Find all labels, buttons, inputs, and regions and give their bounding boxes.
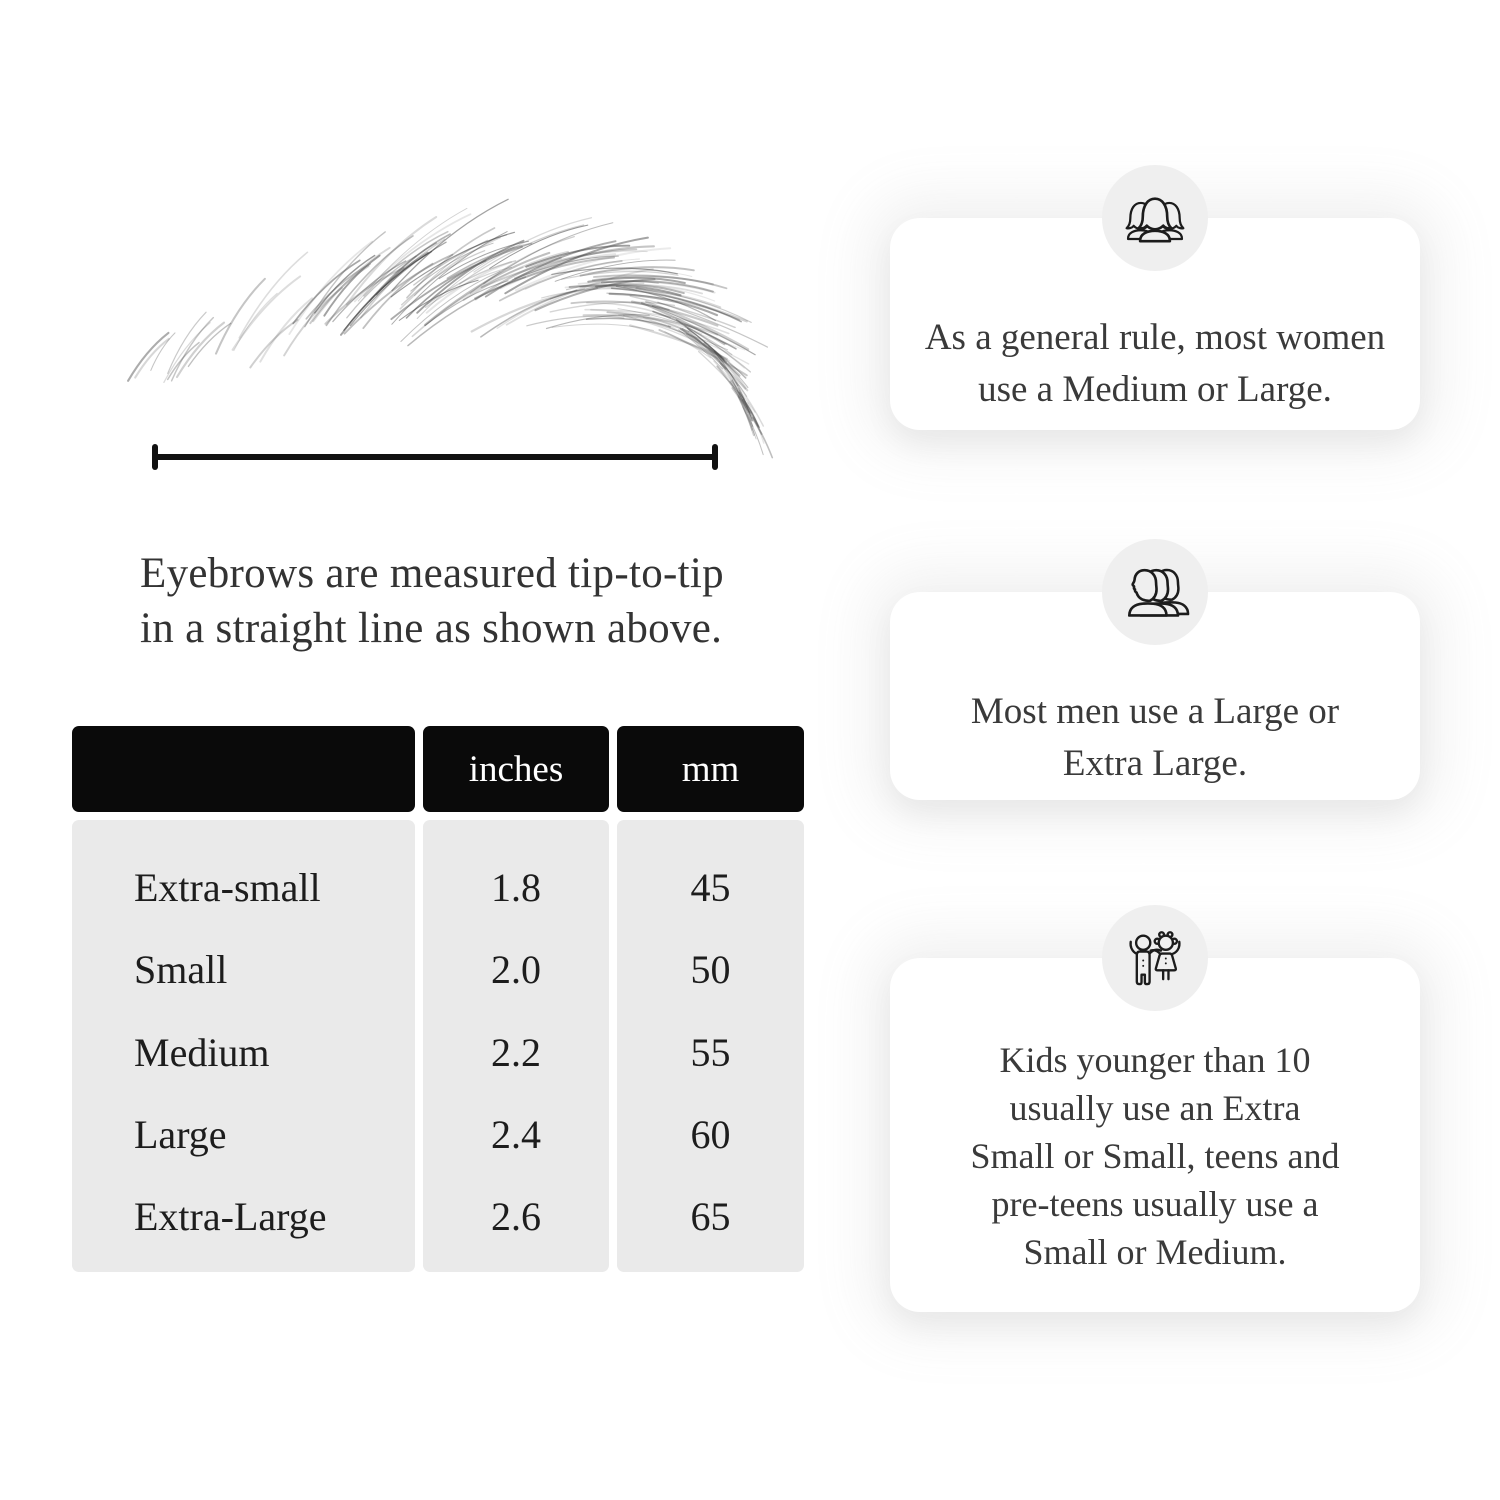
size-table-header-blank (72, 726, 415, 812)
tip-card-kids (890, 958, 1420, 1312)
table-cell-inches: 2.0 (491, 947, 541, 993)
table-cell-inches: 2.2 (491, 1029, 541, 1075)
measurement-end-cap-right (712, 444, 718, 470)
men-group-icon (1120, 565, 1190, 620)
table-cell-inches: 1.8 (491, 864, 541, 910)
tip-kids-line-3: Small or Small, teens and (970, 1136, 1340, 1176)
size-table-body-sizes (72, 820, 415, 1272)
caption-line-1: Eyebrows are measured tip-to-tip (140, 550, 724, 597)
table-cell-mm: 50 (690, 947, 731, 993)
tip-kids-line-1: Kids younger than 10 (999, 1040, 1311, 1080)
tip-card-women (890, 218, 1420, 430)
table-cell-inches: 2.6 (491, 1194, 541, 1240)
measurement-caption (140, 546, 800, 656)
tip-men-line-1: Most men use a Large or (970, 691, 1340, 732)
measurement-bar (154, 454, 716, 460)
table-cell-inches: 2.4 (491, 1111, 541, 1157)
size-table-column-sizes (72, 726, 415, 1272)
size-table-header-inches: inches (423, 726, 609, 812)
size-table-column-mm (617, 726, 804, 1272)
women-icon-circle (1102, 165, 1208, 271)
tip-women-line-1: As a general rule, most women (924, 317, 1386, 358)
table-cell-size: Extra-Large (134, 1194, 327, 1240)
size-table-body-inches (423, 820, 609, 1272)
tip-kids-line-5: Small or Medium. (1023, 1232, 1287, 1272)
table-cell-size: Large (134, 1111, 227, 1157)
men-icon-circle (1102, 539, 1208, 645)
table-cell-size: Small (134, 947, 228, 993)
tip-men-line-2: Extra Large. (1062, 743, 1248, 784)
size-table-header-mm: mm (617, 726, 804, 812)
tip-card-men (890, 592, 1420, 800)
tip-kids-line-4: pre-teens usually use a (991, 1184, 1319, 1224)
caption-line-2: in a straight line as shown above. (140, 605, 723, 652)
size-table-column-inches (423, 726, 609, 1272)
table-cell-size: Medium (134, 1029, 270, 1075)
size-table-body-mm (617, 820, 804, 1272)
table-cell-mm: 60 (690, 1111, 731, 1157)
children-icon (1126, 929, 1184, 987)
tip-women-line-2: use a Medium or Large. (978, 369, 1332, 410)
table-cell-size: Extra-small (134, 864, 321, 910)
table-cell-mm: 65 (690, 1194, 731, 1240)
measurement-line (152, 444, 718, 470)
size-table (72, 726, 804, 1272)
kids-icon-circle (1102, 905, 1208, 1011)
eyebrow-illustration (100, 218, 780, 458)
table-cell-mm: 55 (690, 1029, 731, 1075)
tip-kids-line-2: usually use an Extra (1009, 1088, 1301, 1128)
table-cell-mm: 45 (690, 864, 731, 910)
women-group-icon (1122, 191, 1188, 246)
